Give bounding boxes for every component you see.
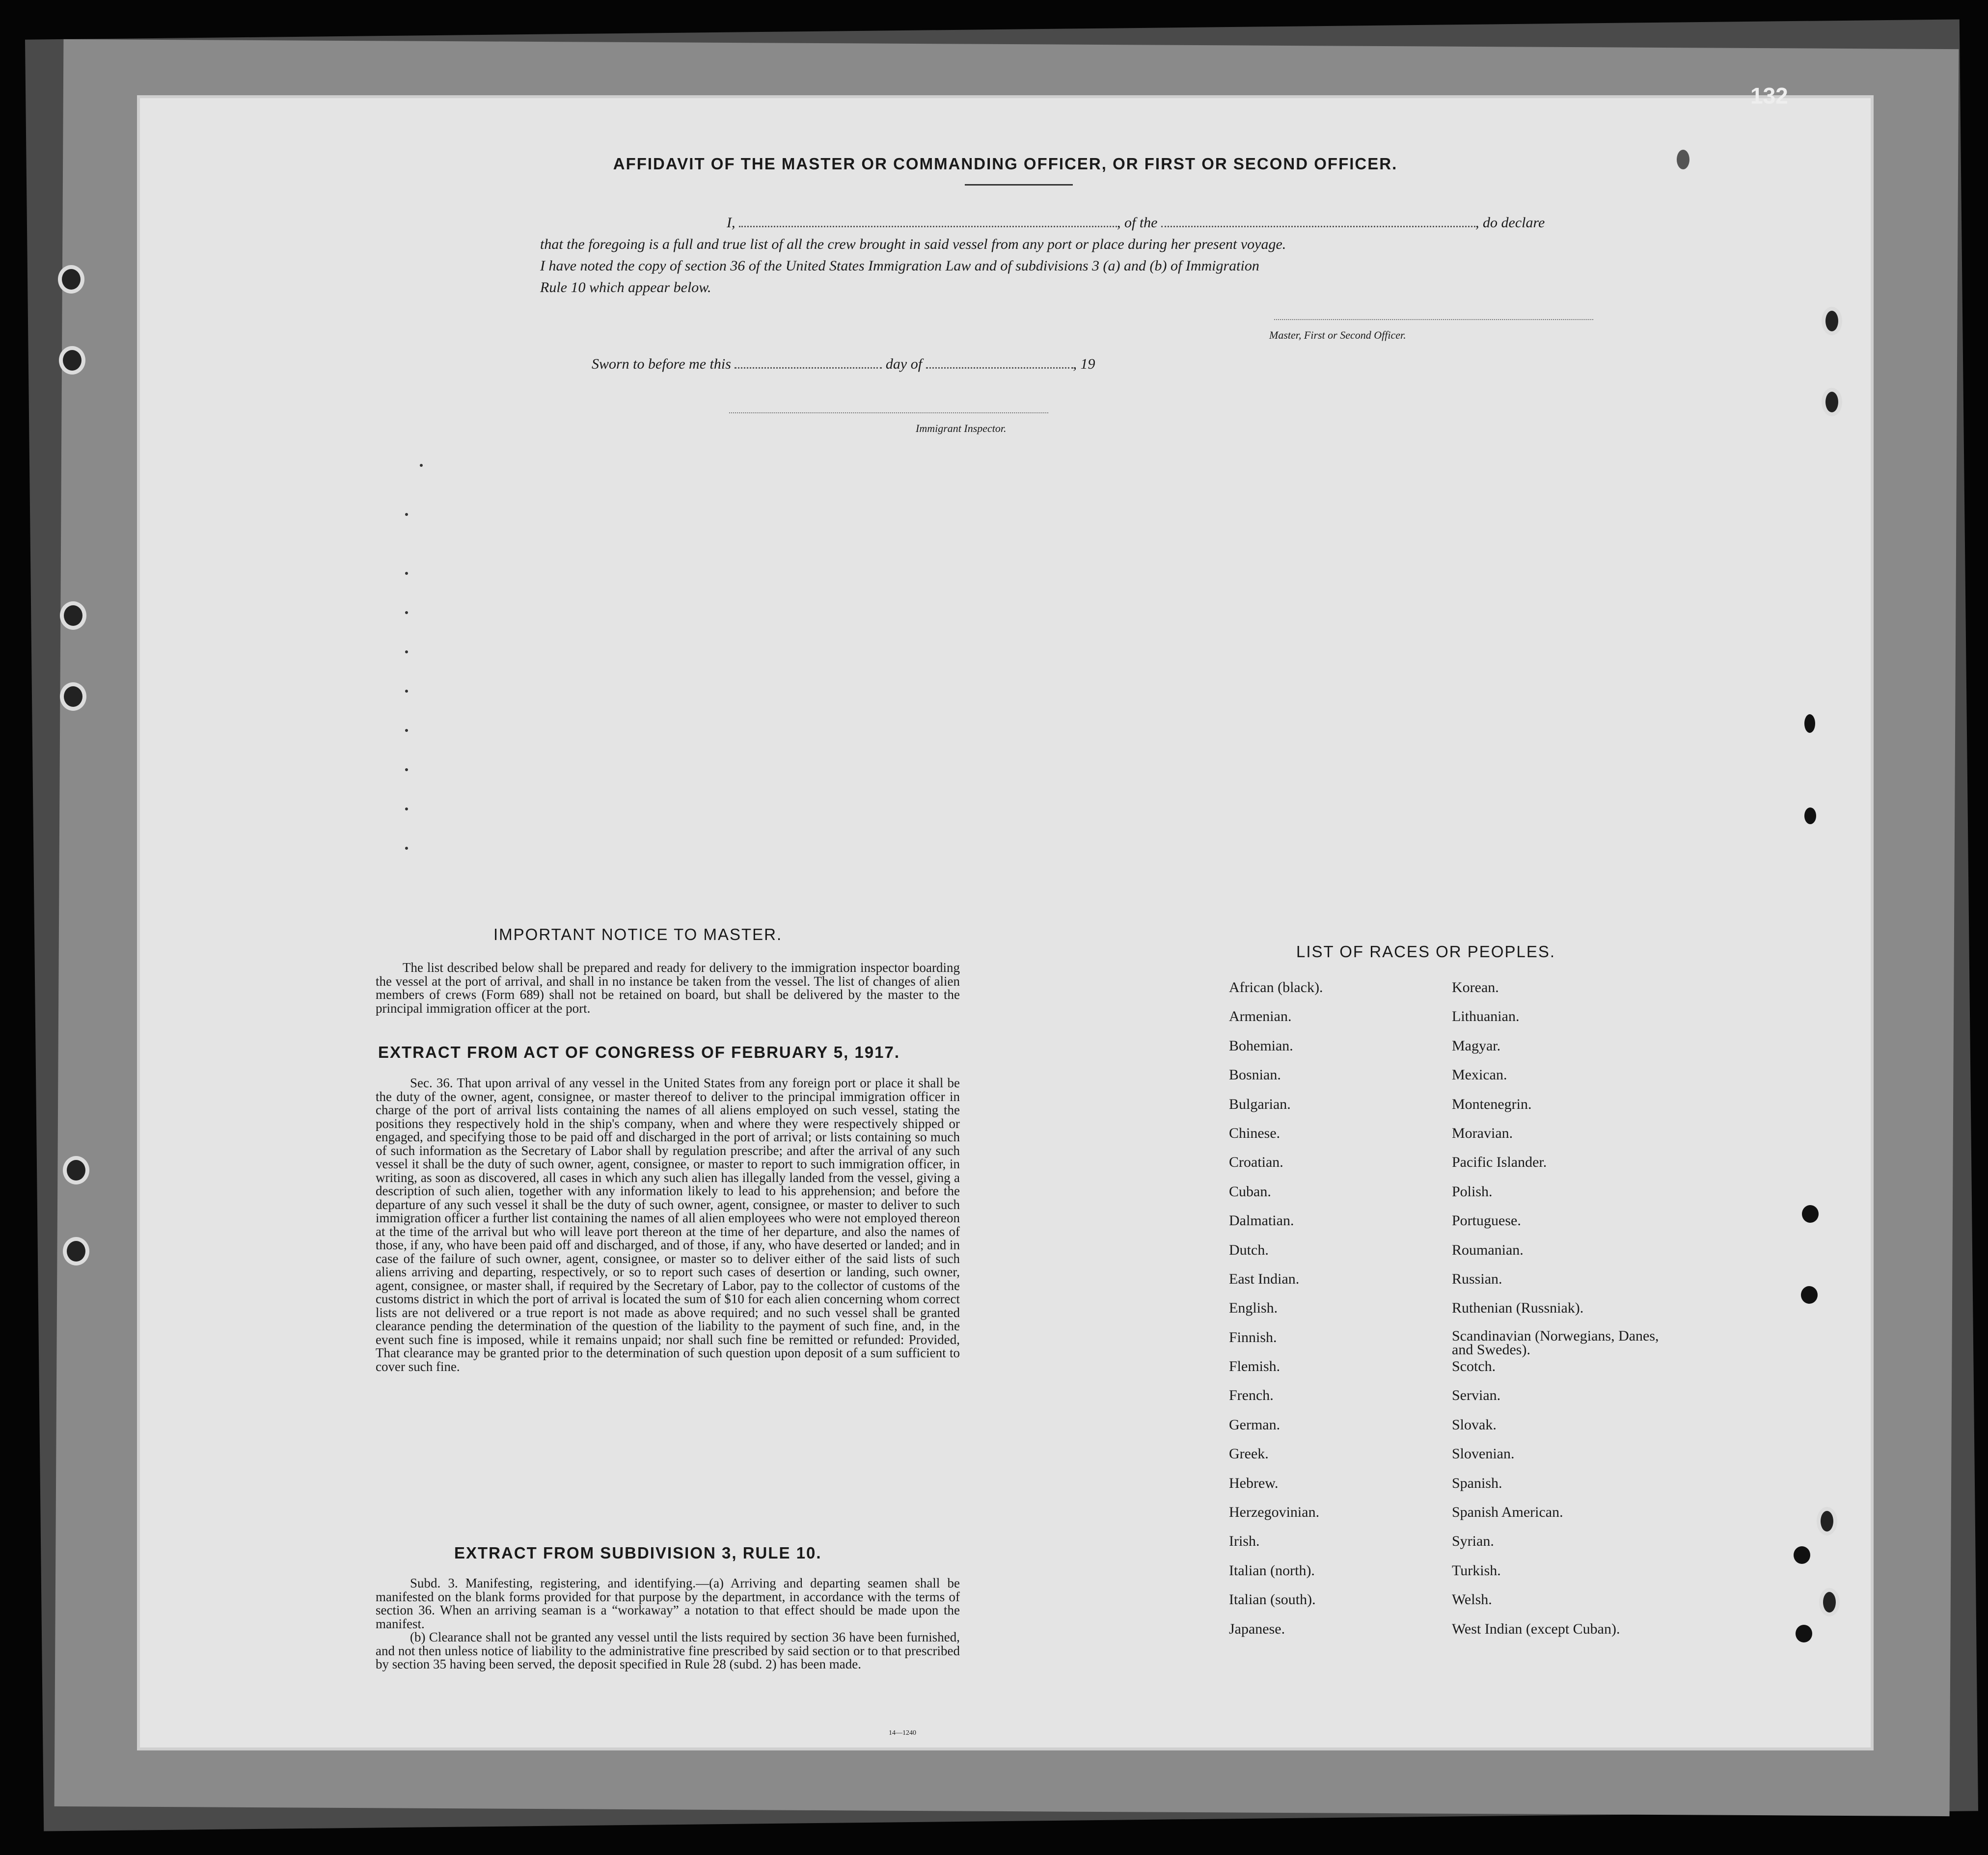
subdivision-a-text: Subd. 3. Manifesting, registering, and identifying.—(a) Arriving and departing seamen shall be manifested on the blank forms provided for that purpose by the department, in accordance with the terms of section 36. When an arriving seaman is a “workaway” a notation to that effect should be made upon the manifest. — [376, 1576, 960, 1631]
race-item: Moravian. — [1452, 1125, 1513, 1141]
binder-hole — [60, 682, 86, 711]
race-item: African (black). — [1229, 979, 1323, 995]
margin-tick — [405, 513, 408, 516]
binder-hole — [1804, 714, 1815, 733]
margin-tick — [405, 807, 408, 810]
race-item: French. — [1229, 1387, 1274, 1404]
race-item: Chinese. — [1229, 1125, 1280, 1141]
declaration-line-1 — [540, 212, 1547, 234]
race-item: Japanese. — [1229, 1620, 1285, 1637]
race-item: Slovak. — [1452, 1416, 1497, 1433]
race-item: Mexican. — [1452, 1067, 1507, 1083]
race-item: Dutch. — [1229, 1241, 1269, 1258]
race-item: Turkish. — [1452, 1562, 1501, 1579]
race-item: Montenegrin. — [1452, 1096, 1532, 1112]
race-item: Scandinavian (Norwegians, Danes, and Swedes). — [1452, 1327, 1659, 1358]
race-item: Croatian. — [1229, 1154, 1283, 1171]
binder-hole — [59, 346, 85, 375]
page-number: 132 — [1750, 83, 1788, 108]
sworn-month-blank — [926, 365, 1073, 369]
rule-10-text — [376, 1577, 960, 1671]
binder-hole — [1804, 807, 1816, 824]
race-item: Polish. — [1452, 1183, 1493, 1200]
title-rule — [965, 184, 1073, 186]
races-list-left — [1229, 979, 1323, 1650]
signature-label: Master, First or Second Officer. — [1269, 329, 1406, 341]
binder-hole — [1819, 1588, 1840, 1616]
form-number: 14—1240 — [889, 1729, 916, 1737]
margin-tick — [405, 768, 408, 771]
race-item: Dalmatian. — [1229, 1212, 1294, 1229]
race-item: Scotch. — [1452, 1358, 1496, 1375]
race-item: Welsh. — [1452, 1591, 1492, 1608]
race-item: Spanish American. — [1452, 1504, 1563, 1521]
races-title: LIST OF RACES OR PEOPLES. — [1296, 942, 1556, 961]
name-blank — [739, 224, 1117, 227]
inspector-signature-line — [729, 412, 1048, 413]
rule-extract-title: EXTRACT FROM SUBDIVISION 3, RULE 10. — [454, 1544, 822, 1562]
notice-text: The list described below shall be prepared and ready for delivery to the immigration inspector boarding the vessel at the port of arrival, and shall in no instance be taken from the vessel. The list of changes of alien members of crews (Form 689) shall not be retained on board, but shall be delivered by the master to the principal immigration officer at the port. — [376, 960, 960, 1016]
race-item: Greek. — [1229, 1446, 1269, 1462]
race-item: Roumanian. — [1452, 1241, 1524, 1258]
margin-tick — [405, 650, 408, 653]
sworn-line — [592, 356, 1095, 373]
race-item: Italian (south). — [1229, 1591, 1316, 1608]
binder-hole — [1822, 388, 1842, 416]
race-item: Slovenian. — [1452, 1446, 1515, 1462]
binder-hole — [1794, 1546, 1810, 1564]
race-item: Flemish. — [1229, 1358, 1280, 1375]
race-item: Armenian. — [1229, 1008, 1292, 1025]
declaration-text — [540, 212, 1547, 298]
binder-hole — [58, 265, 84, 294]
race-item: Cuban. — [1229, 1183, 1271, 1200]
sworn-day-of: day of — [885, 356, 923, 372]
race-item: Magyar. — [1452, 1037, 1501, 1054]
margin-tick — [420, 464, 423, 467]
affidavit-title: AFFIDAVIT OF THE MASTER OR COMMANDING OFFICER, OR FIRST OR SECOND OFFICER. — [613, 155, 1398, 173]
declaration-line-3: I have noted the copy of section 36 of the United States Immigration Law and of subdivisions 3 (a) and (b) of Immigration — [540, 258, 1259, 274]
notice-title: IMPORTANT NOTICE TO MASTER. — [493, 925, 783, 943]
margin-tick — [405, 690, 408, 693]
vessel-blank — [1161, 224, 1475, 227]
binder-hole — [1822, 307, 1842, 335]
subdivision-b-text: (b) Clearance shall not be granted any vessel until the lists required by section 36 have been furnished, and not then unless notice of liability to the administrative fine prescribed by said section or to that prescribed by section 35 having been served, the deposit specified in Rule 28 (subd. 2) has been made. — [376, 1630, 960, 1671]
race-item: Italian (north). — [1229, 1562, 1315, 1579]
declaration-line-2: that the foregoing is a full and true list of all the crew brought in said vessel from any port or place during her present voyage. — [540, 236, 1286, 252]
race-item: Korean. — [1452, 979, 1499, 995]
act-extract-title: EXTRACT FROM ACT OF CONGRESS OF FEBRUARY 5, 1917. — [378, 1043, 900, 1061]
race-item: Pacific Islander. — [1452, 1154, 1547, 1171]
margin-tick — [405, 729, 408, 732]
race-item: Bohemian. — [1229, 1037, 1293, 1054]
margin-tick — [405, 572, 408, 575]
margin-tick — [405, 847, 408, 850]
section-36-text: Sec. 36. That upon arrival of any vessel in the United States from any foreign port or place it shall be the duty of the owner, agent, consignee, or master thereof to deliver to the principal immigration officer in charge of the port of arrival lists containing the names of all aliens employed on such vessel, stating the positions they respectively hold in the ship's company, when and where they were respectively shipped or engaged, and specifying those to be paid off and discharged in the port of arrival; or lists containing so much of such information as the Secretary of Labor shall by regulation prescribe; and after the arrival of any such vessel it shall be the duty of such owner, agent, consignee, or master to report to such immigration officer, in writing, as soon as discovered, all cases in which any such alien has illegally landed from the vessel, giving a description of such alien, together with any information likely to lead to his apprehension; and before the departure of any such vessel it shall be the duty of such owner, agent, consignee, or master to deliver to such immigration officer a further list containing the names of all alien employees who were not employed thereon at the time of the arrival but who will leave port thereon at the time of her departure, and also the names of those, if any, who have been paid off and discharged, and of those, if any, who have deserted or landed; and in case of the failure of such owner, agent, consignee, or master so to deliver either of the said lists of such aliens arriving and departing, respectively, or so to report such cases of desertion or landing, such owner, agent, consignee, or master shall, if required by the Secretary of Labor, pay to the collector of customs of the customs district in which the port of arrival is located the sum of $10 for each alien concerning whom correct lists are not delivered or a true report is not made as above required; and no such vessel shall be granted clearance pending the determination of the question of the liability to the payment of such fine, and, in the event such fine is imposed, while it remains unpaid; nor shall such fine be remitted or refunded: Provided, That clearance may be granted prior to the determination of such question upon deposit of a sum sufficient to cover such fine. — [376, 1075, 960, 1374]
race-item: Hebrew. — [1229, 1475, 1279, 1491]
race-item: Herzegovinian. — [1229, 1504, 1320, 1521]
declarant-pronoun: I, — [727, 215, 735, 231]
binder-hole — [1817, 1507, 1837, 1535]
race-item: West Indian (except Cuban). — [1452, 1620, 1620, 1637]
margin-tick — [405, 611, 408, 614]
race-item: Portuguese. — [1452, 1212, 1521, 1229]
declaration-line-4: Rule 10 which appear below. — [540, 279, 711, 296]
sworn-prefix: Sworn to before me this — [592, 356, 731, 372]
sworn-year: , 19 — [1073, 356, 1095, 372]
document-page — [140, 98, 1871, 1747]
race-item: Russian. — [1452, 1270, 1502, 1287]
binder-hole — [1677, 150, 1689, 169]
race-item: Irish. — [1229, 1533, 1260, 1550]
race-item: Bosnian. — [1229, 1067, 1281, 1083]
race-item: Servian. — [1452, 1387, 1501, 1404]
race-item: East Indian. — [1229, 1270, 1300, 1287]
binder-hole — [1796, 1625, 1812, 1642]
race-item: Ruthenian (Russniak). — [1452, 1300, 1584, 1317]
race-item: Bulgarian. — [1229, 1096, 1291, 1112]
race-item: Syrian. — [1452, 1533, 1494, 1550]
race-item: Lithuanian. — [1452, 1008, 1520, 1025]
binder-hole — [60, 601, 86, 630]
race-item: Finnish. — [1229, 1329, 1277, 1345]
race-item: German. — [1229, 1416, 1280, 1433]
binder-hole — [1802, 1205, 1819, 1223]
inspector-label: Immigrant Inspector. — [916, 422, 1007, 434]
race-item: English. — [1229, 1300, 1278, 1317]
binder-hole — [63, 1237, 89, 1265]
binder-hole — [1801, 1286, 1818, 1304]
sworn-date-blank — [735, 365, 882, 369]
races-list-right — [1452, 979, 1663, 1650]
binder-hole — [63, 1156, 89, 1184]
race-item: Spanish. — [1452, 1475, 1502, 1491]
of-the-text: , of the — [1117, 215, 1158, 231]
do-declare-text: , do declare — [1475, 215, 1545, 231]
signature-line — [1274, 319, 1593, 320]
